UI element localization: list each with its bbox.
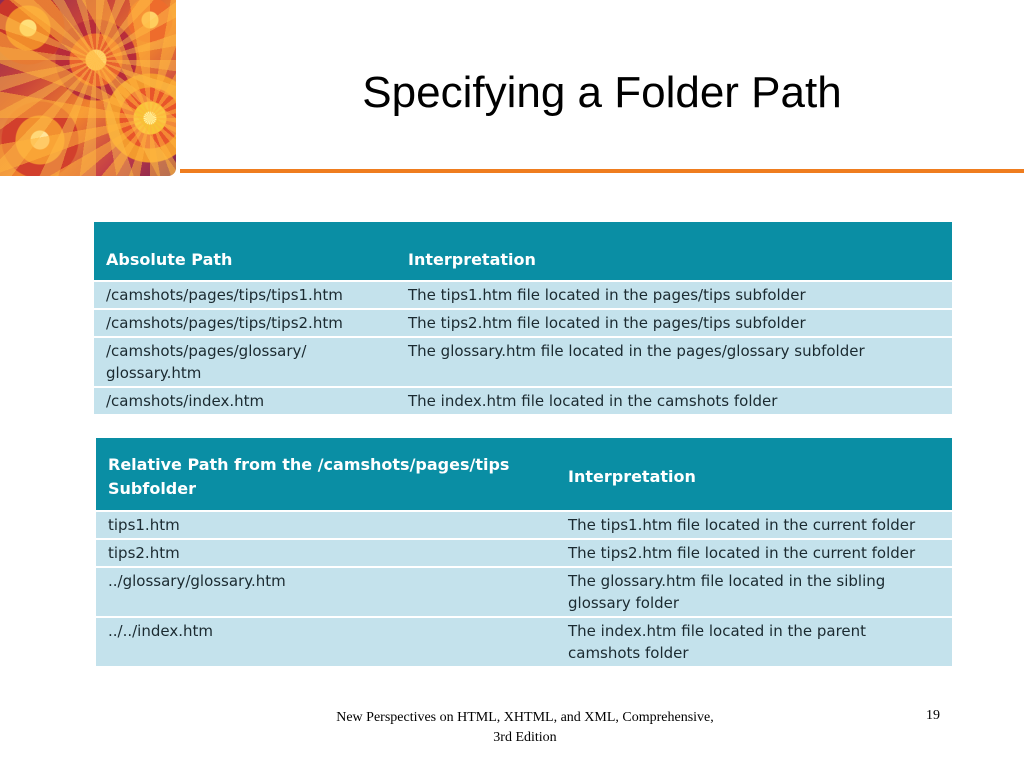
- relative-path-table: [96, 438, 952, 666]
- interpretation-cell: The index.htm file located in the parent camshots folder: [556, 617, 952, 666]
- table-row: [96, 539, 952, 567]
- interpretation-cell: The tips2.htm file located in the current folder: [556, 539, 952, 567]
- flower-petals: [0, 0, 176, 176]
- header-relative-path: Relative Path from the /camshots/pages/tips Subfolder: [96, 438, 556, 511]
- slide-title: Specifying a Folder Path: [362, 68, 842, 117]
- path-cell: /camshots/pages/glossary/ glossary.htm: [94, 337, 396, 387]
- interpretation-cell: The index.htm file located in the camshots folder: [396, 387, 952, 414]
- header-absolute-path: Absolute Path: [94, 222, 396, 281]
- path-cell: ../glossary/glossary.htm: [96, 567, 556, 617]
- interpretation-cell: The glossary.htm file located in the pages/glossary subfolder: [396, 337, 952, 387]
- decorative-flower-image: [0, 0, 176, 176]
- path-cell: tips2.htm: [96, 539, 556, 567]
- table-row: [94, 337, 952, 387]
- path-cell: /camshots/pages/tips/tips1.htm: [94, 281, 396, 309]
- interpretation-cell: The tips2.htm file located in the pages/tips subfolder: [396, 309, 952, 337]
- table-row: [94, 281, 952, 309]
- page-number: 19: [926, 708, 940, 723]
- table-row: [94, 387, 952, 414]
- table-row: [96, 567, 952, 617]
- slide-footer: New Perspectives on HTML, XHTML, and XML, Comprehensive, 3rd Edition: [336, 710, 714, 745]
- header-interpretation: Interpretation: [396, 222, 952, 281]
- table-row: [96, 511, 952, 539]
- table-row: [96, 617, 952, 666]
- interpretation-cell: The tips1.htm file located in the pages/tips subfolder: [396, 281, 952, 309]
- header-interpretation: Interpretation: [556, 438, 952, 511]
- path-cell: /camshots/index.htm: [94, 387, 396, 414]
- table-row: [94, 309, 952, 337]
- interpretation-cell: The glossary.htm file located in the sibling glossary folder: [556, 567, 952, 617]
- title-divider: [180, 169, 1024, 173]
- interpretation-cell: The tips1.htm file located in the current folder: [556, 511, 952, 539]
- path-cell: /camshots/pages/tips/tips2.htm: [94, 309, 396, 337]
- path-cell: tips1.htm: [96, 511, 556, 539]
- table-header-row: [94, 222, 952, 281]
- path-cell: ../../index.htm: [96, 617, 556, 666]
- absolute-path-table: [94, 222, 952, 414]
- table-header-row: [96, 438, 952, 511]
